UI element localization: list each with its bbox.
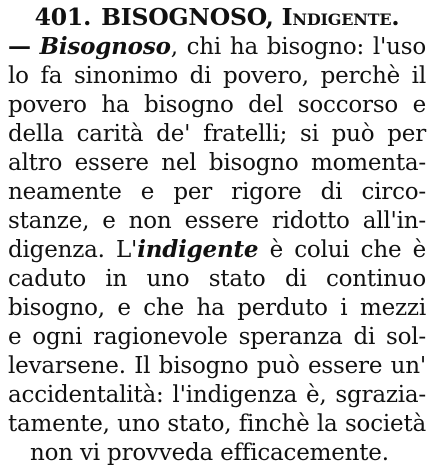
- term-bisognoso: Bisognoso: [39, 33, 171, 60]
- entry-heading: [8, 2, 426, 32]
- text-line-15: non vi provveda efficacemente.: [30, 440, 389, 466]
- text-line-3: povero ha bisogno del soccorso e: [8, 92, 426, 118]
- entry-number: 401.: [34, 3, 92, 31]
- entry-headword: BISOGNOSO,: [101, 3, 274, 31]
- text-line-5: altro essere nel bisogno momenta-: [8, 150, 426, 176]
- em-dash: —: [8, 33, 31, 60]
- text-line-12: levarsene. Il bisogno può essere un': [8, 353, 426, 379]
- text-line-6: neamente e per rigore di circo-: [8, 179, 426, 205]
- entry-synonym: Indigente.: [281, 3, 400, 31]
- text-line-4: della carità de' fratelli; si può per: [8, 121, 426, 147]
- text-line-7: stanze, e non essere ridotto all'in-: [8, 208, 426, 234]
- text-line-11: e ogni ragionevole speranza di sol-: [8, 324, 426, 350]
- text-line-9: caduto in uno stato di continuo: [8, 266, 426, 292]
- text-line-2: lo fa sinonimo di povero, perchè il: [8, 63, 426, 89]
- term-indigente: indigente: [137, 236, 259, 263]
- text-line-14: tamente, uno stato, finchè la società: [8, 411, 426, 437]
- text-line-13: accidentalità: l'indigenza è, sgrazia-: [8, 382, 426, 408]
- text-line-1-rest: , chi ha bisogno: l'uso: [170, 34, 426, 60]
- text-line-1: [8, 32, 426, 62]
- text-line-8: [8, 235, 426, 265]
- text-line-8-rest: è colui che è: [258, 237, 427, 263]
- text-line-8-start: digenza. L': [8, 237, 138, 263]
- text-line-10: bisogno, e che ha perduto i mezzi: [8, 295, 426, 321]
